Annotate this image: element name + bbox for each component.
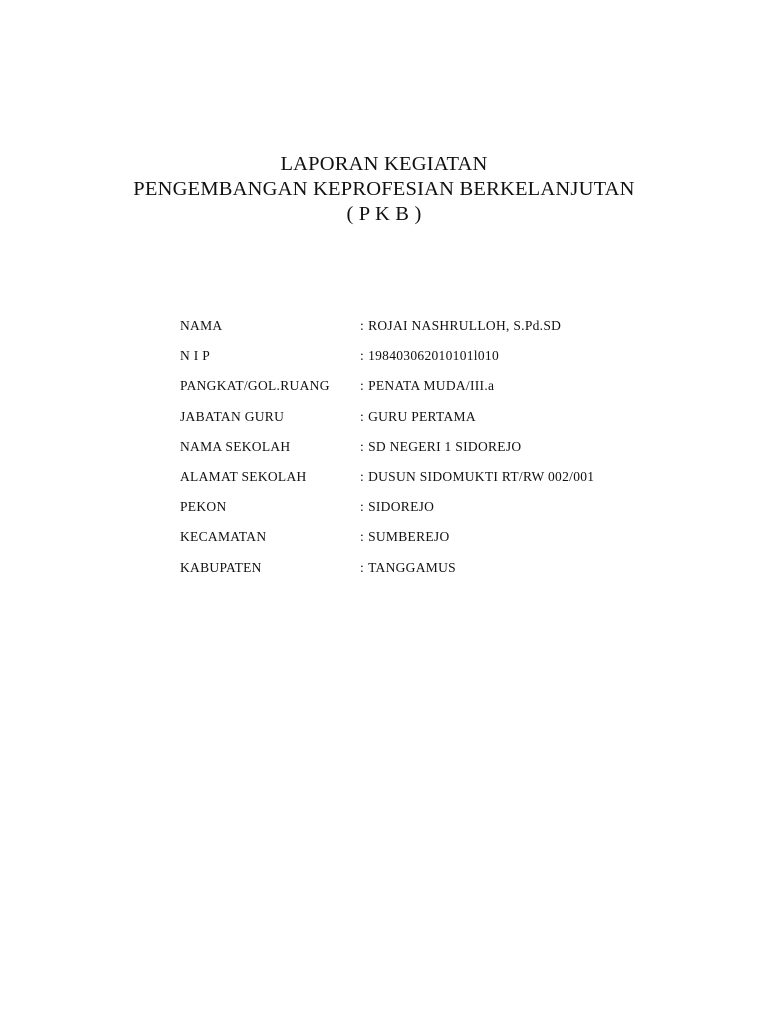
field-separator: :	[360, 438, 365, 454]
field-value: ROJAI NASHRULLOH, S.Pd.SD	[368, 318, 562, 333]
title-line-3: ( P K B )	[346, 203, 422, 225]
field-row-alamat	[180, 469, 594, 499]
field-value: SIDOREJO	[368, 499, 435, 515]
field-row-pangkat	[180, 378, 594, 408]
field-label: N I P	[180, 348, 211, 364]
field-label: PANGKAT/GOL.RUANG	[180, 378, 330, 394]
title-line-2: PENGEMBANGAN KEPROFESIAN BERKELANJUTAN	[133, 178, 635, 200]
field-row-kecamatan	[180, 529, 594, 559]
field-row-nama-sekolah	[180, 439, 594, 469]
field-row-pekon	[180, 499, 594, 529]
field-separator: :	[360, 348, 365, 364]
field-separator: :	[360, 408, 365, 424]
field-value: GURU PERTAMA	[368, 408, 476, 424]
field-row-kabupaten	[180, 560, 594, 590]
field-separator: :	[360, 499, 365, 515]
field-separator: :	[360, 529, 365, 545]
field-label: NAMA	[180, 318, 223, 333]
field-separator: :	[360, 378, 365, 394]
field-value: SD NEGERI 1 SIDOREJO	[368, 438, 522, 454]
document-title	[0, 152, 768, 227]
title-line-1: LAPORAN KEGIATAN	[280, 153, 488, 175]
field-value: SUMBEREJO	[368, 529, 450, 545]
field-row-jabatan	[180, 409, 594, 439]
identity-table	[180, 318, 594, 590]
field-value: 198403062010101l010	[368, 348, 500, 364]
field-label: NAMA SEKOLAH	[180, 438, 291, 454]
field-label: JABATAN GURU	[180, 408, 285, 424]
field-separator: :	[360, 468, 365, 484]
field-label: PEKON	[180, 499, 227, 515]
field-label: KABUPATEN	[180, 559, 262, 575]
field-separator: :	[360, 559, 365, 575]
field-separator: :	[360, 318, 365, 333]
field-label: ALAMAT SEKOLAH	[180, 468, 307, 484]
field-row-nip	[180, 348, 594, 378]
field-row-nama	[180, 318, 594, 348]
field-value: DUSUN SIDOMUKTI RT/RW 002/001	[368, 468, 595, 484]
field-value: TANGGAMUS	[368, 559, 456, 575]
field-value: PENATA MUDA/III.a	[368, 378, 495, 394]
field-label: KECAMATAN	[180, 529, 267, 545]
